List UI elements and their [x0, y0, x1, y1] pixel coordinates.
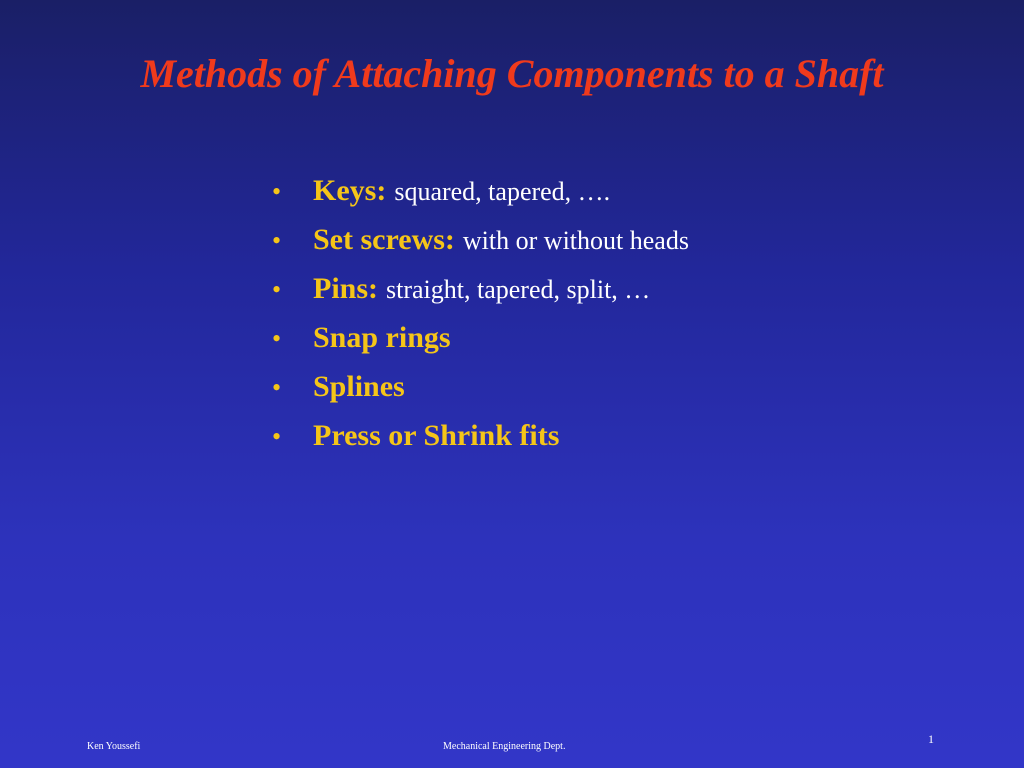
bullet-description: straight, tapered, split, …: [386, 275, 651, 304]
bullet-item: [272, 166, 689, 215]
bullet-item: [272, 264, 689, 313]
bullet-term: Splines: [313, 370, 405, 403]
bullet-description: squared, tapered, ….: [394, 177, 611, 206]
bullet-list: [272, 166, 689, 460]
bullet-item: [272, 411, 689, 460]
bullet-term: Pins:: [313, 272, 379, 305]
bullet-icon: •: [272, 275, 282, 304]
bullet-icon: •: [272, 324, 282, 353]
bullet-term: Snap rings: [313, 321, 451, 354]
footer-department: Mechanical Engineering Dept.: [443, 741, 566, 752]
bullet-term: Press or Shrink fits: [313, 419, 560, 452]
bullet-item: [272, 313, 689, 362]
slide-title: Methods of Attaching Components to a Shaft: [140, 51, 884, 96]
bullet-icon: •: [272, 177, 282, 206]
bullet-item: [272, 362, 689, 411]
bullet-item: [272, 215, 689, 264]
bullet-term: Keys:: [313, 174, 387, 207]
footer-author: Ken Youssefi: [87, 741, 141, 752]
bullet-description: with or without heads: [462, 226, 689, 255]
bullet-icon: •: [272, 373, 282, 402]
bullet-icon: •: [272, 422, 282, 451]
bullet-term: Set screws:: [313, 223, 455, 256]
page-number: 1: [928, 732, 934, 746]
bullet-icon: •: [272, 226, 282, 255]
